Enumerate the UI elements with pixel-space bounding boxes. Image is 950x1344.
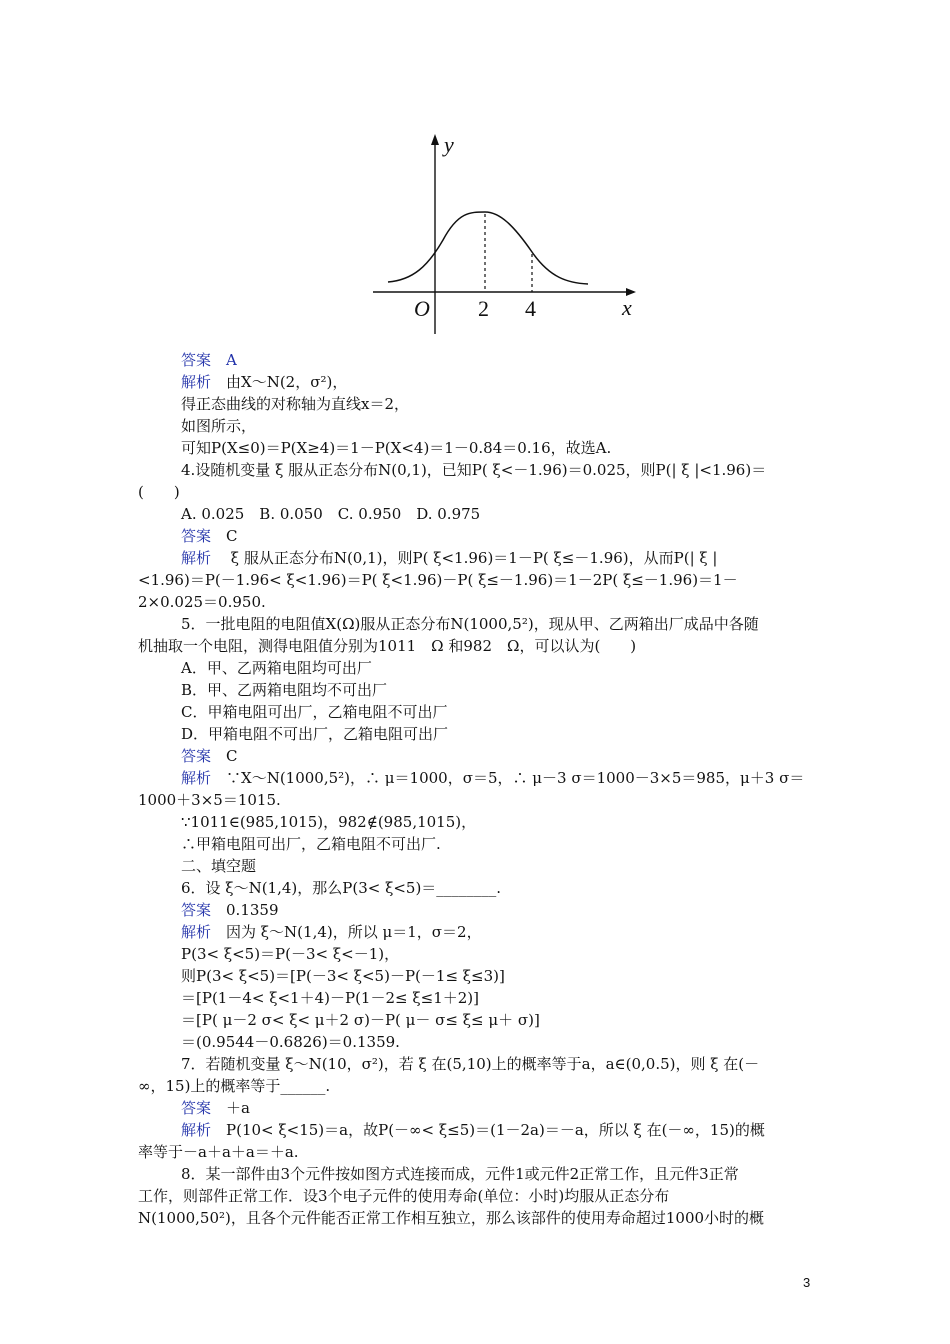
- analysis-4-line-1: 解析 ξ 服从正态分布N(0,1)，则P( ξ<1.96)＝1－P( ξ≤－1.96)，从而P(| ξ |: [181, 549, 718, 567]
- analysis-5-line-1: 解析 ∵X～N(1000,5²)，∴ μ＝1000，σ＝5，∴ μ－3 σ＝1000－3×5＝985，μ＋3 σ＝: [181, 769, 805, 787]
- question-5-line-2: 机抽取一个电阻，测得电阻值分别为1011 Ω 和982 Ω，可以认为( ): [138, 637, 637, 655]
- answer-label: 答案: [181, 527, 212, 545]
- question-5-option-a: A．甲、乙两箱电阻均可出厂: [181, 659, 372, 677]
- page-number: 3: [803, 1275, 811, 1290]
- analysis-5-line-2: 1000＋3×5＝1015.: [138, 791, 281, 809]
- answer-label: 答案: [181, 747, 212, 765]
- normal-curve-svg: [368, 126, 640, 348]
- normal-curve-figure: [368, 126, 640, 348]
- answer-label: 解析: [181, 373, 212, 391]
- analysis-6-line-3: 则P(3< ξ<5)＝[P(－3< ξ<5)－P(－1≤ ξ≤3)]: [181, 967, 505, 985]
- analysis-3-line-2: 得正态曲线的对称轴为直线x＝2，: [181, 395, 410, 413]
- analysis-5-line-4: ∴甲箱电阻可出厂，乙箱电阻不可出厂.: [181, 835, 441, 853]
- analysis-7-line-2: 率等于－a＋a＋a＝＋a.: [138, 1143, 299, 1161]
- analysis-6-line-5: ＝[P( μ－2 σ< ξ< μ＋2 σ)－P( μ－ σ≤ ξ≤ μ＋ σ)]: [181, 1011, 540, 1029]
- answer-3: 答案 A: [181, 351, 237, 369]
- normal-curve: [388, 212, 588, 284]
- origin-label: O: [414, 296, 430, 321]
- answer-label: 解析: [181, 923, 212, 941]
- answer-6: 答案 0.1359: [181, 901, 279, 919]
- question-6: 6．设 ξ～N(1,4)，那么P(3< ξ<5)＝________.: [181, 879, 502, 897]
- question-7-line-1: 7．若随机变量 ξ～N(10，σ²)，若 ξ 在(5,10)上的概率等于a，a∈(0,0.5)，则 ξ 在(－: [181, 1055, 760, 1073]
- analysis-6-line-1: 解析 因为 ξ～N(1,4)，所以 μ＝1，σ＝2，: [181, 923, 482, 941]
- tick-label-4: 4: [525, 296, 536, 321]
- y-axis-label: y: [444, 132, 454, 157]
- answer-label: 答案: [181, 351, 212, 369]
- question-8-line-3: N(1000,50²)，且各个元件能否正常工作相互独立，那么该部件的使用寿命超过1000小时的概: [138, 1209, 765, 1227]
- question-8-line-1: 8．某一部件由3个元件按如图方式连接而成，元件1或元件2正常工作，且元件3正常: [181, 1165, 739, 1183]
- answer-label: 解析: [181, 769, 212, 787]
- section-heading-fill-in: 二、填空题: [181, 857, 257, 875]
- answer-label: 解析: [181, 549, 212, 567]
- answer-7: 答案 ＋a: [181, 1099, 250, 1117]
- answer-5: 答案 C: [181, 747, 238, 765]
- question-7-line-2: ∞，15)上的概率等于______.: [138, 1077, 331, 1095]
- analysis-3-line-3: 如图所示，: [181, 417, 257, 435]
- analysis-3-line-4: 可知P(X≤0)＝P(X≥4)＝1－P(X<4)＝1－0.84＝0.16，故选A.: [181, 439, 612, 457]
- question-5-option-b: B．甲、乙两箱电阻均不可出厂: [181, 681, 388, 699]
- answer-label: 解析: [181, 1121, 212, 1139]
- question-4-line-2: ( ): [138, 483, 180, 501]
- question-5-option-d: D．甲箱电阻不可出厂，乙箱电阻可出厂: [181, 725, 449, 743]
- analysis-4-line-3: 2×0.025＝0.950.: [138, 593, 266, 611]
- analysis-3-line-1: 解析 由X～N(2，σ²)，: [181, 373, 348, 391]
- analysis-6-line-4: ＝[P(1－4< ξ<1＋4)－P(1－2≤ ξ≤1＋2)]: [181, 989, 479, 1007]
- question-5-option-c: C．甲箱电阻可出厂，乙箱电阻不可出厂: [181, 703, 448, 721]
- analysis-6-line-2: P(3< ξ<5)＝P(－3< ξ<－1)，: [181, 945, 400, 963]
- answer-label: 答案: [181, 901, 212, 919]
- analysis-5-line-3: ∵1011∈(985,1015)，982∉(985,1015)，: [181, 813, 477, 831]
- question-4-line-1: 4.设随机变量 ξ 服从正态分布N(0,1)，已知P( ξ<－1.96)＝0.025，则P(| ξ |<1.96)＝: [181, 461, 767, 479]
- question-4-options: A. 0.025 B. 0.050 C. 0.950 D. 0.975: [181, 505, 481, 523]
- answer-label: 答案: [181, 1099, 212, 1117]
- x-axis-label: x: [622, 295, 632, 320]
- analysis-7-line-1: 解析 P(10< ξ<15)＝a，故P(－∞< ξ≤5)＝(1－2a)＝－a，所以 ξ 在(－∞，15)的概: [181, 1121, 765, 1139]
- answer-4: 答案 C: [181, 527, 238, 545]
- y-axis-arrow-icon: [431, 134, 439, 145]
- question-5-line-1: 5．一批电阻的电阻值X(Ω)服从正态分布N(1000,5²)，现从甲、乙两箱出厂成品中各随: [181, 615, 759, 633]
- analysis-4-line-2: <1.96)＝P(－1.96< ξ<1.96)＝P( ξ<1.96)－P( ξ≤－1.96)＝1－2P( ξ≤－1.96)＝1－: [138, 571, 738, 589]
- question-8-line-2: 工作，则部件正常工作．设3个电子元件的使用寿命(单位：小时)均服从正态分布: [138, 1187, 670, 1205]
- analysis-6-line-6: ＝(0.9544－0.6826)＝0.1359.: [181, 1033, 400, 1051]
- tick-label-2: 2: [478, 296, 489, 321]
